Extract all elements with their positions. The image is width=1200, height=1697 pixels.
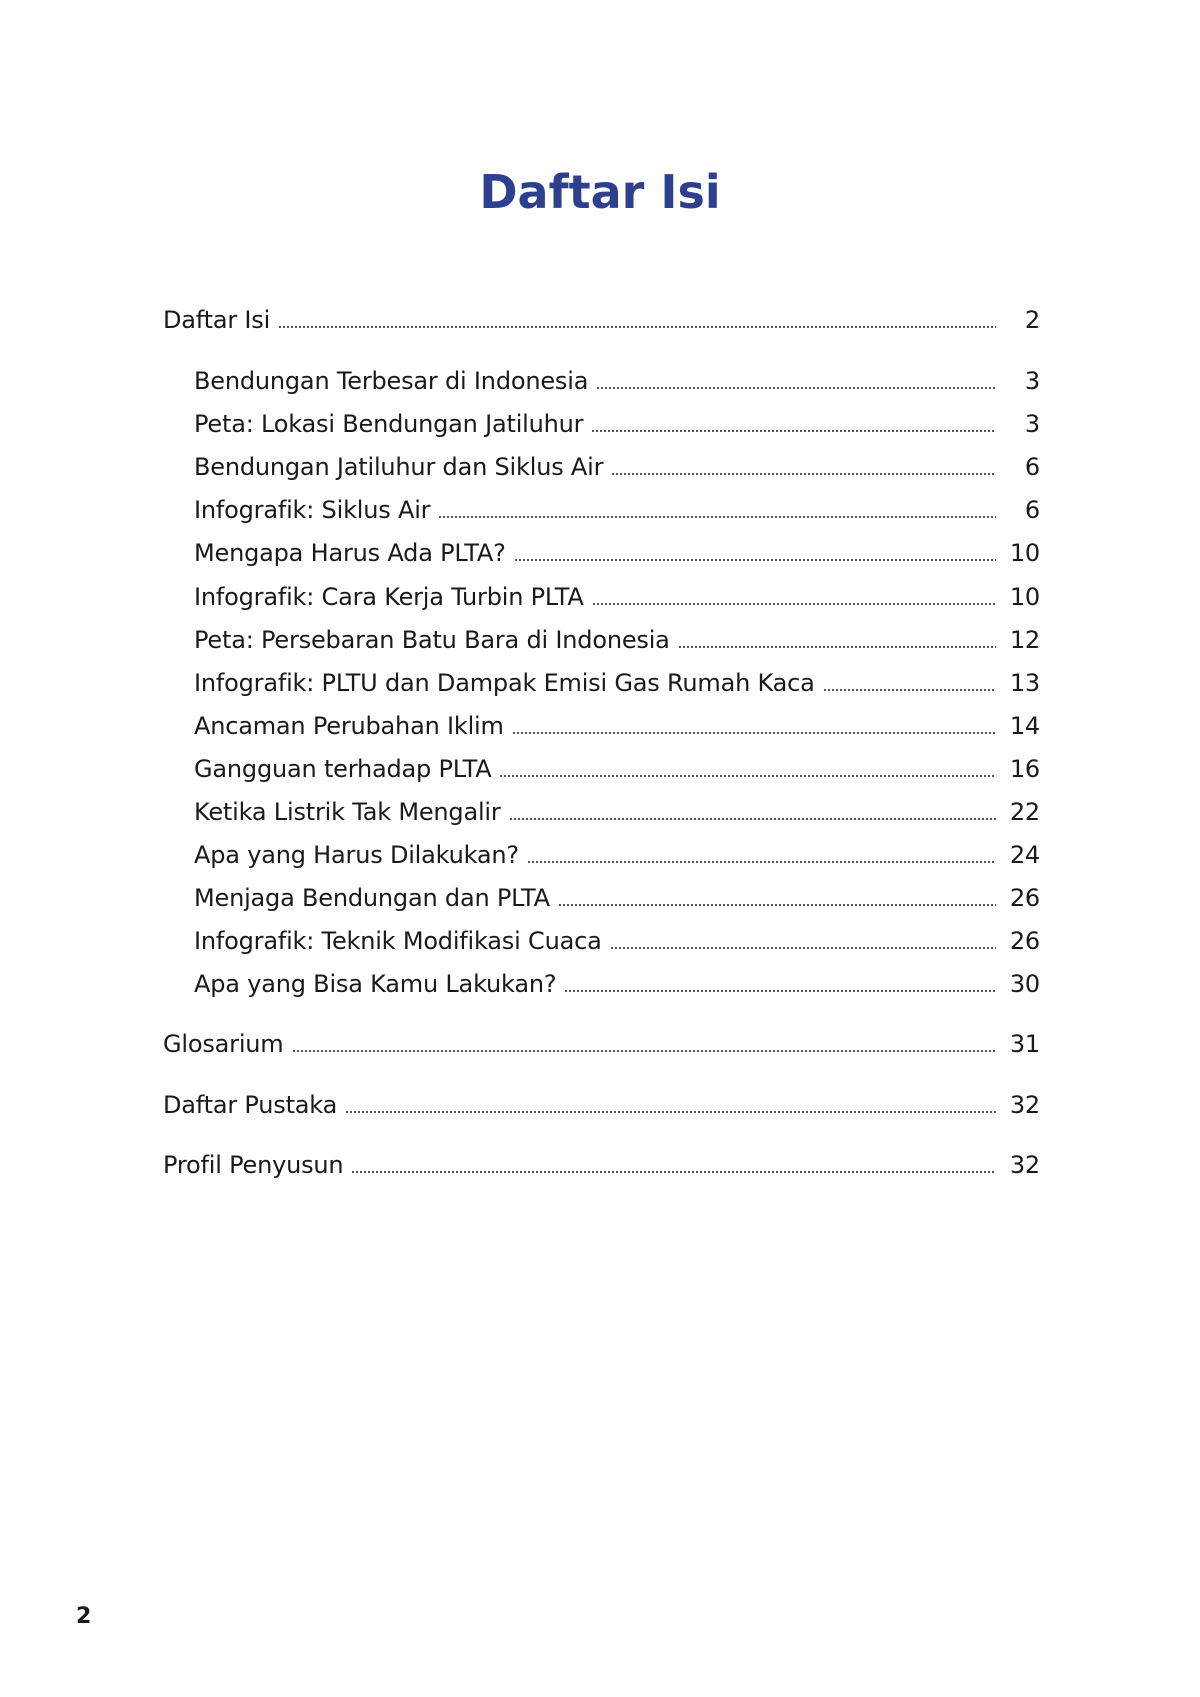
- dot-leader: [512, 732, 996, 734]
- toc-entry-page: 10: [1009, 583, 1040, 611]
- dot-leader: [438, 516, 996, 518]
- toc-entry[interactable]: [194, 964, 1040, 1000]
- toc-entry-title: Ketika Listrik Tak Mengalir: [194, 798, 501, 826]
- toc-entry-page: 30: [1009, 970, 1040, 998]
- toc-entry-title: Mengapa Harus Ada PLTA?: [194, 539, 506, 567]
- toc-entry[interactable]: [194, 749, 1040, 785]
- dot-leader: [278, 326, 996, 328]
- dot-leader: [509, 818, 996, 820]
- toc-entry-title: Apa yang Bisa Kamu Lakukan?: [194, 970, 557, 998]
- toc-entry-page: 2: [1024, 306, 1040, 334]
- dot-leader: [351, 1171, 996, 1173]
- toc-entry[interactable]: [163, 300, 1040, 336]
- toc-entry-page: 3: [1024, 367, 1040, 395]
- toc-entry[interactable]: [194, 577, 1040, 613]
- toc-entry-title: Menjaga Bendungan dan PLTA: [194, 884, 550, 912]
- toc-entry-page: 6: [1024, 496, 1040, 524]
- dot-leader: [527, 861, 996, 863]
- dot-leader: [514, 559, 996, 561]
- toc-entry[interactable]: [194, 663, 1040, 699]
- toc-entry[interactable]: [163, 1024, 1040, 1060]
- toc-entry-page: 24: [1009, 841, 1040, 869]
- toc-entry-title: Peta: Persebaran Batu Bara di Indonesia: [194, 626, 670, 654]
- dot-leader: [292, 1050, 997, 1052]
- toc-entry-title: Daftar Pustaka: [163, 1091, 338, 1119]
- toc-entry-title: Ancaman Perubahan Iklim: [194, 712, 504, 740]
- toc-entry[interactable]: [194, 878, 1040, 914]
- dot-leader: [591, 430, 996, 432]
- toc-entry[interactable]: [194, 921, 1040, 957]
- page-title: Daftar Isi: [479, 165, 721, 219]
- dot-leader: [823, 689, 996, 691]
- dot-leader: [610, 947, 996, 949]
- dot-leader: [558, 904, 996, 906]
- dot-leader: [345, 1111, 996, 1113]
- toc-entry-page: 14: [1009, 712, 1040, 740]
- toc-entry-page: 16: [1009, 755, 1040, 783]
- toc-entry[interactable]: [194, 533, 1040, 569]
- toc-entry[interactable]: [194, 490, 1040, 526]
- toc-entry-page: 10: [1009, 539, 1040, 567]
- toc-entry[interactable]: [194, 792, 1040, 828]
- toc-entry[interactable]: [194, 361, 1040, 397]
- dot-leader: [564, 990, 996, 992]
- toc-entry-page: 32: [1009, 1151, 1040, 1179]
- dot-leader: [678, 646, 996, 648]
- dot-leader: [499, 775, 996, 777]
- toc-entry[interactable]: [194, 404, 1040, 440]
- toc-entry-page: 26: [1009, 927, 1040, 955]
- toc-entry-title: Profil Penyusun: [163, 1151, 344, 1179]
- toc-entry[interactable]: [194, 620, 1040, 656]
- toc-entry-title: Gangguan terhadap PLTA: [194, 755, 492, 783]
- toc-entry-title: Glosarium: [163, 1030, 284, 1058]
- toc-entry-title: Infografik: Teknik Modifikasi Cuaca: [194, 927, 602, 955]
- toc-entry-page: 31: [1009, 1030, 1040, 1058]
- toc-entry-page: 22: [1009, 798, 1040, 826]
- toc-entry-title: Apa yang Harus Dilakukan?: [194, 841, 519, 869]
- toc-entry-page: 12: [1009, 626, 1040, 654]
- toc-entry-page: 32: [1009, 1091, 1040, 1119]
- dot-leader: [611, 473, 996, 475]
- toc-entry-page: 6: [1024, 453, 1040, 481]
- toc-entry[interactable]: [194, 447, 1040, 483]
- toc-entry-page: 26: [1009, 884, 1040, 912]
- dot-leader: [596, 387, 996, 389]
- toc-entry-title: Daftar Isi: [163, 306, 271, 334]
- toc-entry-title: Bendungan Terbesar di Indonesia: [194, 367, 589, 395]
- toc-entry-title: Infografik: PLTU dan Dampak Emisi Gas Rumah Kaca: [194, 669, 815, 697]
- page-number: 2: [76, 1604, 92, 1629]
- toc-entry-page: 13: [1009, 669, 1040, 697]
- toc-entry[interactable]: [163, 1085, 1040, 1121]
- toc-entry[interactable]: [163, 1145, 1040, 1181]
- toc-entry-page: 3: [1024, 410, 1040, 438]
- toc-entry-title: Bendungan Jatiluhur dan Siklus Air: [194, 453, 604, 481]
- toc-entry[interactable]: [194, 706, 1040, 742]
- toc-entry-title: Infografik: Cara Kerja Turbin PLTA: [194, 583, 584, 611]
- toc-entry-title: Infografik: Siklus Air: [194, 496, 431, 524]
- toc-entry-title: Peta: Lokasi Bendungan Jatiluhur: [194, 410, 584, 438]
- toc-entry[interactable]: [194, 835, 1040, 871]
- dot-leader: [592, 603, 996, 605]
